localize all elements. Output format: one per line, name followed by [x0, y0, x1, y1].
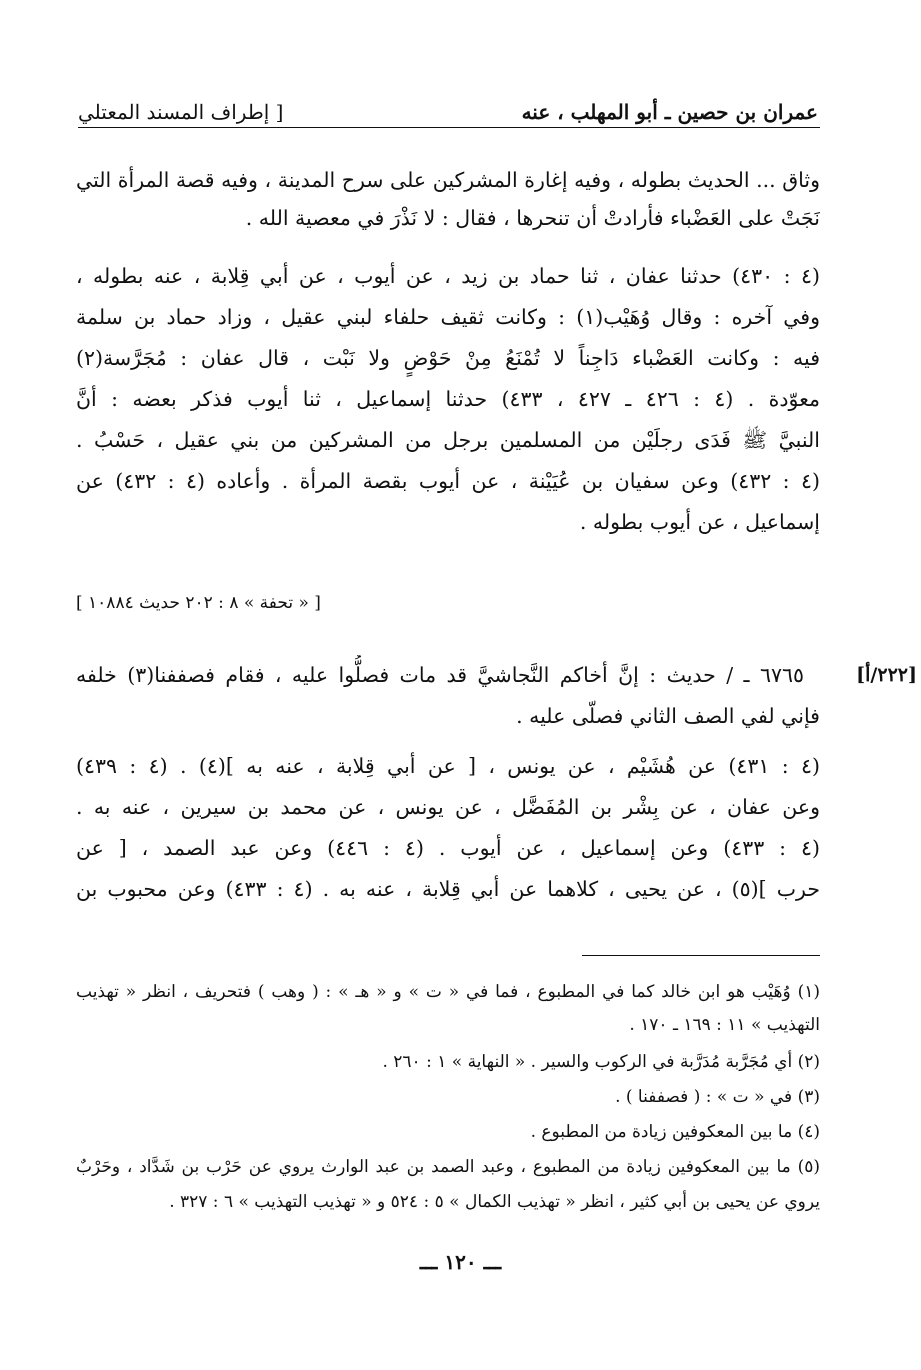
hadith-line: فإني لفي الصف الثاني فصلّى عليه .: [516, 704, 820, 728]
body-line: معوّدة . (٤ : ٤٢٦ ـ ٤٢٧ ، ٤٣٣) حدثنا إسماعيل ، ثنا أيوب فذكر بعضه : أنَّ: [76, 387, 820, 411]
body-line: وثاق ... الحديث بطوله ، وفيه إغارة المشركين على سرح المدينة ، وفيه قصة المرأة التي: [76, 168, 820, 192]
running-header: [78, 92, 818, 124]
hadith-line: (٤ : ٤٣٣) وعن إسماعيل ، عن أيوب . (٤ : ٤٤٦) وعن عبد الصمد ، [ عن: [76, 836, 820, 860]
footnote: (٤) ما بين المعكوفين زيادة من المطبوع .: [530, 1122, 820, 1142]
hadith-line: ٦٧٦٥ ـ / حديث : إنَّ أخاكم النَّجاشيَّ قد مات فصلُّوا عليه ، فقام فصففنا(٣) خلفه: [76, 663, 804, 687]
hadith-line: حرب ](٥) ، عن يحيى ، كلاهما عن أبي قِلابة ، عنه به . (٤ : ٤٣٣) وعن محبوب بن: [76, 877, 820, 901]
page-number: ـــ ١٢٠ ـــ: [419, 1250, 502, 1274]
footnote: يروي عن يحيى بن أبي كثير ، انظر « تهذيب الكمال » ٥ : ٥٢٤ و « تهذيب التهذيب » ٦ : ٣٢٧ .: [169, 1192, 820, 1212]
footnote: التهذيب » ١١ : ١٦٩ ـ ١٧٠ .: [629, 1015, 820, 1035]
hadith-line: وعن عفان ، عن بِشْر بن المُفَضَّل ، عن يونس ، عن محمد بن سيرين ، عنه به .: [76, 795, 820, 819]
body-line: النبيَّ ﷺ فَدَى رجلَيْن من المسلمين برجل من المشركين من بني عقيل ، حَسْبُ .: [76, 428, 820, 452]
footnote: (١) وُهَيْب هو ابن خالد كما في المطبوع ، فما في « ت » و « هـ » : ( وهب ) فتحريف ، انظر « تهذيب: [76, 982, 820, 1002]
footnote: (٣) في « ت » : ( فصففنا ) .: [615, 1087, 820, 1107]
body-line: إسماعيل ، عن أيوب بطوله .: [579, 510, 820, 534]
body-line: فيه : وكانت العَضْباء دَاجِناً لا تُمْنَعُ مِنْ حَوْضٍ ولا نَبْت ، قال عفان : مُجَرَّسة(٢): [76, 346, 820, 370]
body-line: (٤ : ٤٣٠) حدثنا عفان ، ثنا حماد بن زيد ، عن أيوب ، عن أبي قِلابة ، عنه بطوله ،: [76, 264, 820, 288]
footnote-separator: [582, 955, 820, 956]
footnote: (٢) أي مُجَرَّبة مُدَرَّبة في الركوب والسير . « النهاية » ١ : ٢٦٠ .: [382, 1052, 820, 1072]
tuhfa-reference: [ « تحفة » ٨ : ٢٠٢ حديث ١٠٨٨٤ ]: [76, 593, 321, 613]
header-rule: [78, 127, 820, 128]
header-chapter-title: عمران بن حصين ـ أبو المهلب ، عنه: [521, 100, 818, 124]
footnote: (٥) ما بين المعكوفين زيادة من المطبوع ، وعبد الصمد بن عبد الوارث يروي عن حَرْب بن شَدَّاد ، وحَرْبٌ: [76, 1157, 820, 1177]
manuscript-folio-ref: [٢٢٢/أ]: [856, 664, 917, 686]
body-line: وفي آخره : وقال وُهَيْب(١) : وكانت ثقيف حلفاء لبني عقيل ، وزاد حماد بن سلمة: [76, 305, 820, 329]
body-line: (٤ : ٤٣٢) وعن سفيان بن عُيَيْنة ، عن أيوب بقصة المرأة . وأعاده (٤ : ٤٣٢) عن: [76, 469, 820, 493]
hadith-line: (٤ : ٤٣١) عن هُشَيْم ، عن يونس ، [ عن أبي قِلابة ، عنه به ](٤) . (٤ : ٤٣٩): [76, 754, 820, 778]
header-book-title: [ إطراف المسند المعتلي: [78, 100, 284, 124]
body-line: نَجَتْ على العَضْباء فأرادتْ أن تنحرها ، فقال : لا نَذْرَ في معصية الله .: [245, 206, 820, 230]
